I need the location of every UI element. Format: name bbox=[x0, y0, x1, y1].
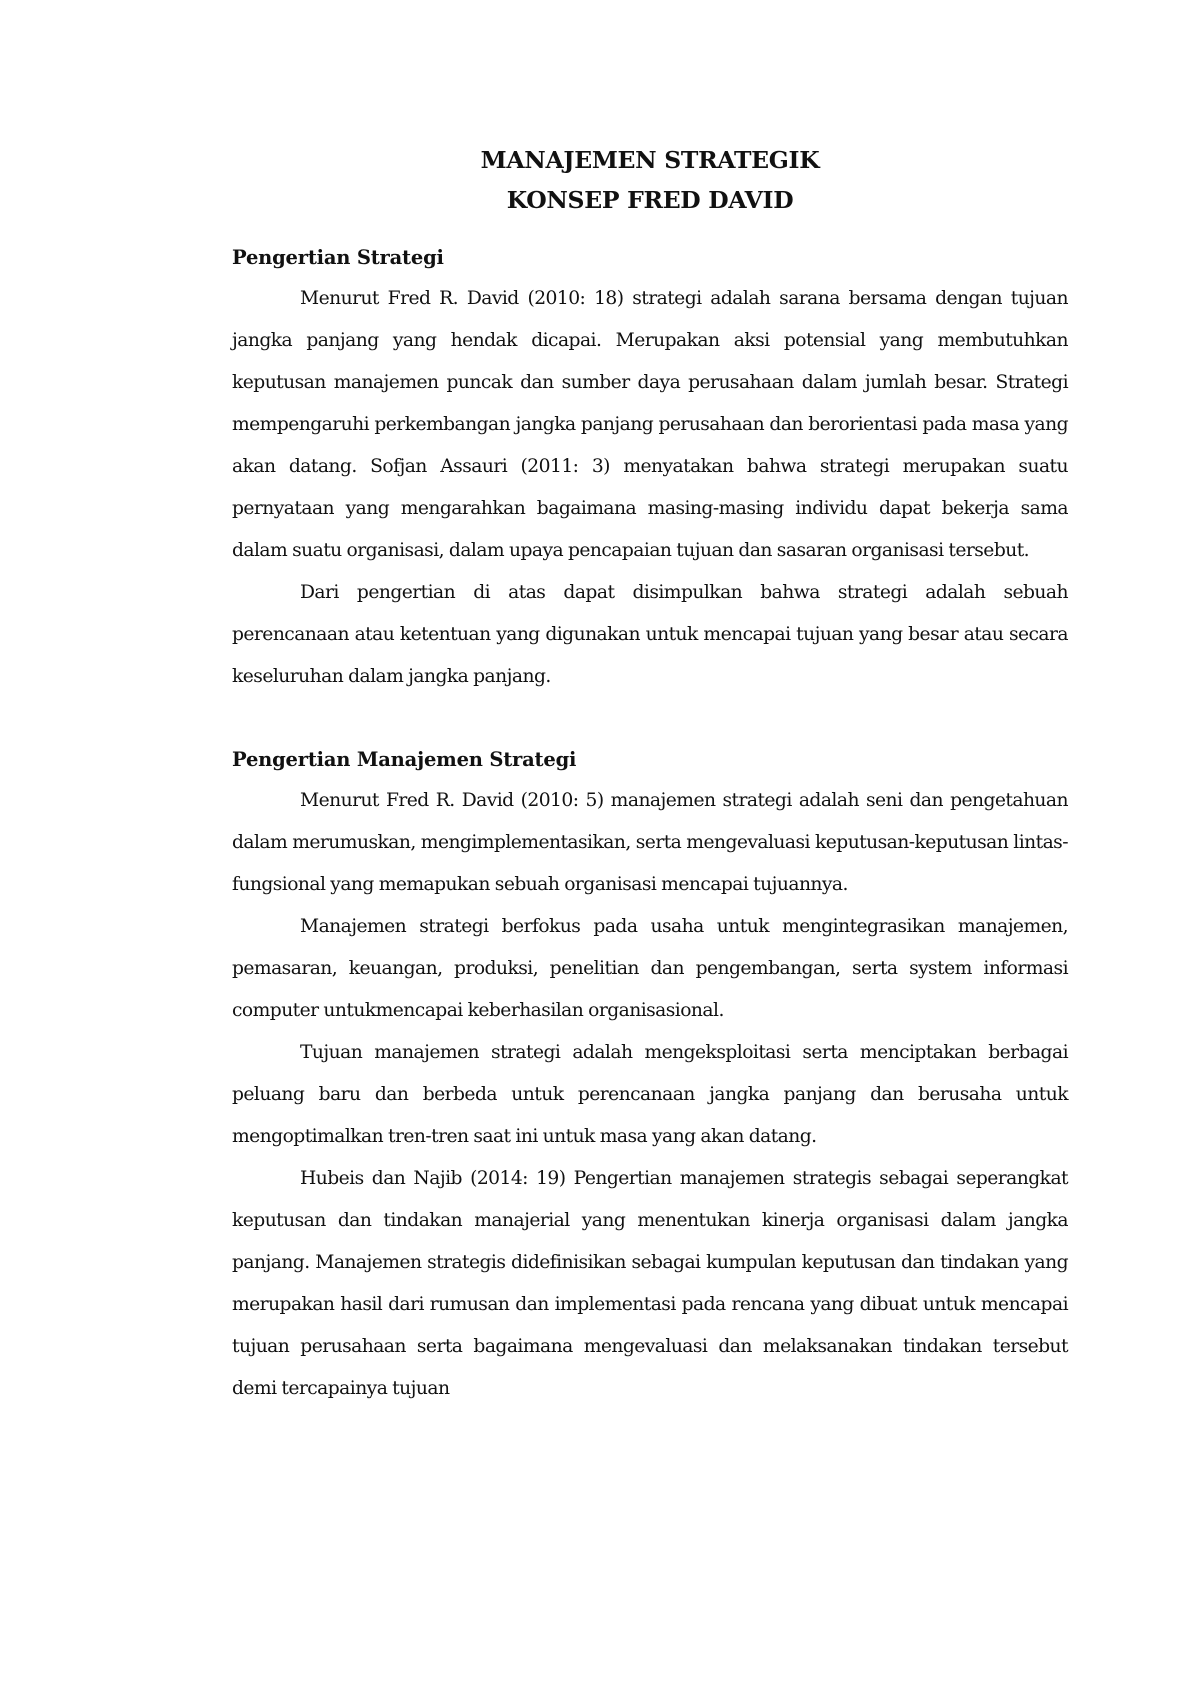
paragraph: Hubeis dan Najib (2014: 19) Pengertian manajemen strategis sebagai seperangkat keputusan dan tindakan manajerial yang menentukan kinerja organisasi dalam jangka panjang. Manajemen strategis didefinisikan sebagai kumpulan keputusan dan tindakan yang merupakan hasil dari rumusan dan implementasi pada rencana yang dibuat untuk mencapai tujuan perusahaan serta bagaimana mengevaluasi dan melaksanakan tindakan tersebut demi tercapainya tujuan bbox=[232, 1168, 1068, 1399]
document-page bbox=[232, 140, 1068, 1410]
paragraph: Menurut Fred R. David (2010: 5) manajemen strategi adalah seni dan pengetahuan dalam merumuskan, mengimplementasikan, serta mengevaluasi keputusan-keputusan lintas-fungsional yang memapukan sebuah organisasi mencapai tujuannya. bbox=[232, 790, 1068, 895]
paragraph: Manajemen strategi berfokus pada usaha untuk mengintegrasikan manajemen, pemasaran, keuangan, produksi, penelitian dan pengembangan, serta system informasi computer untukmencapai keberhasilan organisasional. bbox=[232, 916, 1068, 1021]
paragraph: Dari pengertian di atas dapat disimpulkan bahwa strategi adalah sebuah perencanaan atau ketentuan yang digunakan untuk mencapai tujuan yang besar atau secara keseluruhan dalam jangka panjang. bbox=[232, 582, 1068, 687]
section-heading-manajemen-strategi: Pengertian Manajemen Strategi bbox=[232, 748, 577, 771]
document-title bbox=[232, 140, 1068, 220]
title-line-1: MANAJEMEN STRATEGIK bbox=[480, 146, 820, 174]
title-line-2: KONSEP FRED DAVID bbox=[506, 186, 794, 214]
section-heading-strategi: Pengertian Strategi bbox=[232, 246, 444, 269]
paragraph: Tujuan manajemen strategi adalah mengeksploitasi serta menciptakan berbagai peluang baru dan berbeda untuk perencanaan jangka panjang dan berusaha untuk mengoptimalkan tren-tren saat ini untuk masa yang akan datang. bbox=[232, 1042, 1068, 1147]
paragraph: Menurut Fred R. David (2010: 18) strategi adalah sarana bersama dengan tujuan jangka panjang yang hendak dicapai. Merupakan aksi potensial yang membutuhkan keputusan manajemen puncak dan sumber daya perusahaan dalam jumlah besar. Strategi mempengaruhi perkembangan jangka panjang perusahaan dan berorientasi pada masa yang akan datang. Sofjan Assauri (2011: 3) menyatakan bahwa strategi merupakan suatu pernyataan yang mengarahkan bagaimana masing-masing individu dapat bekerja sama dalam suatu organisasi, dalam upaya pencapaian tujuan dan sasaran organisasi tersebut. bbox=[232, 288, 1068, 561]
